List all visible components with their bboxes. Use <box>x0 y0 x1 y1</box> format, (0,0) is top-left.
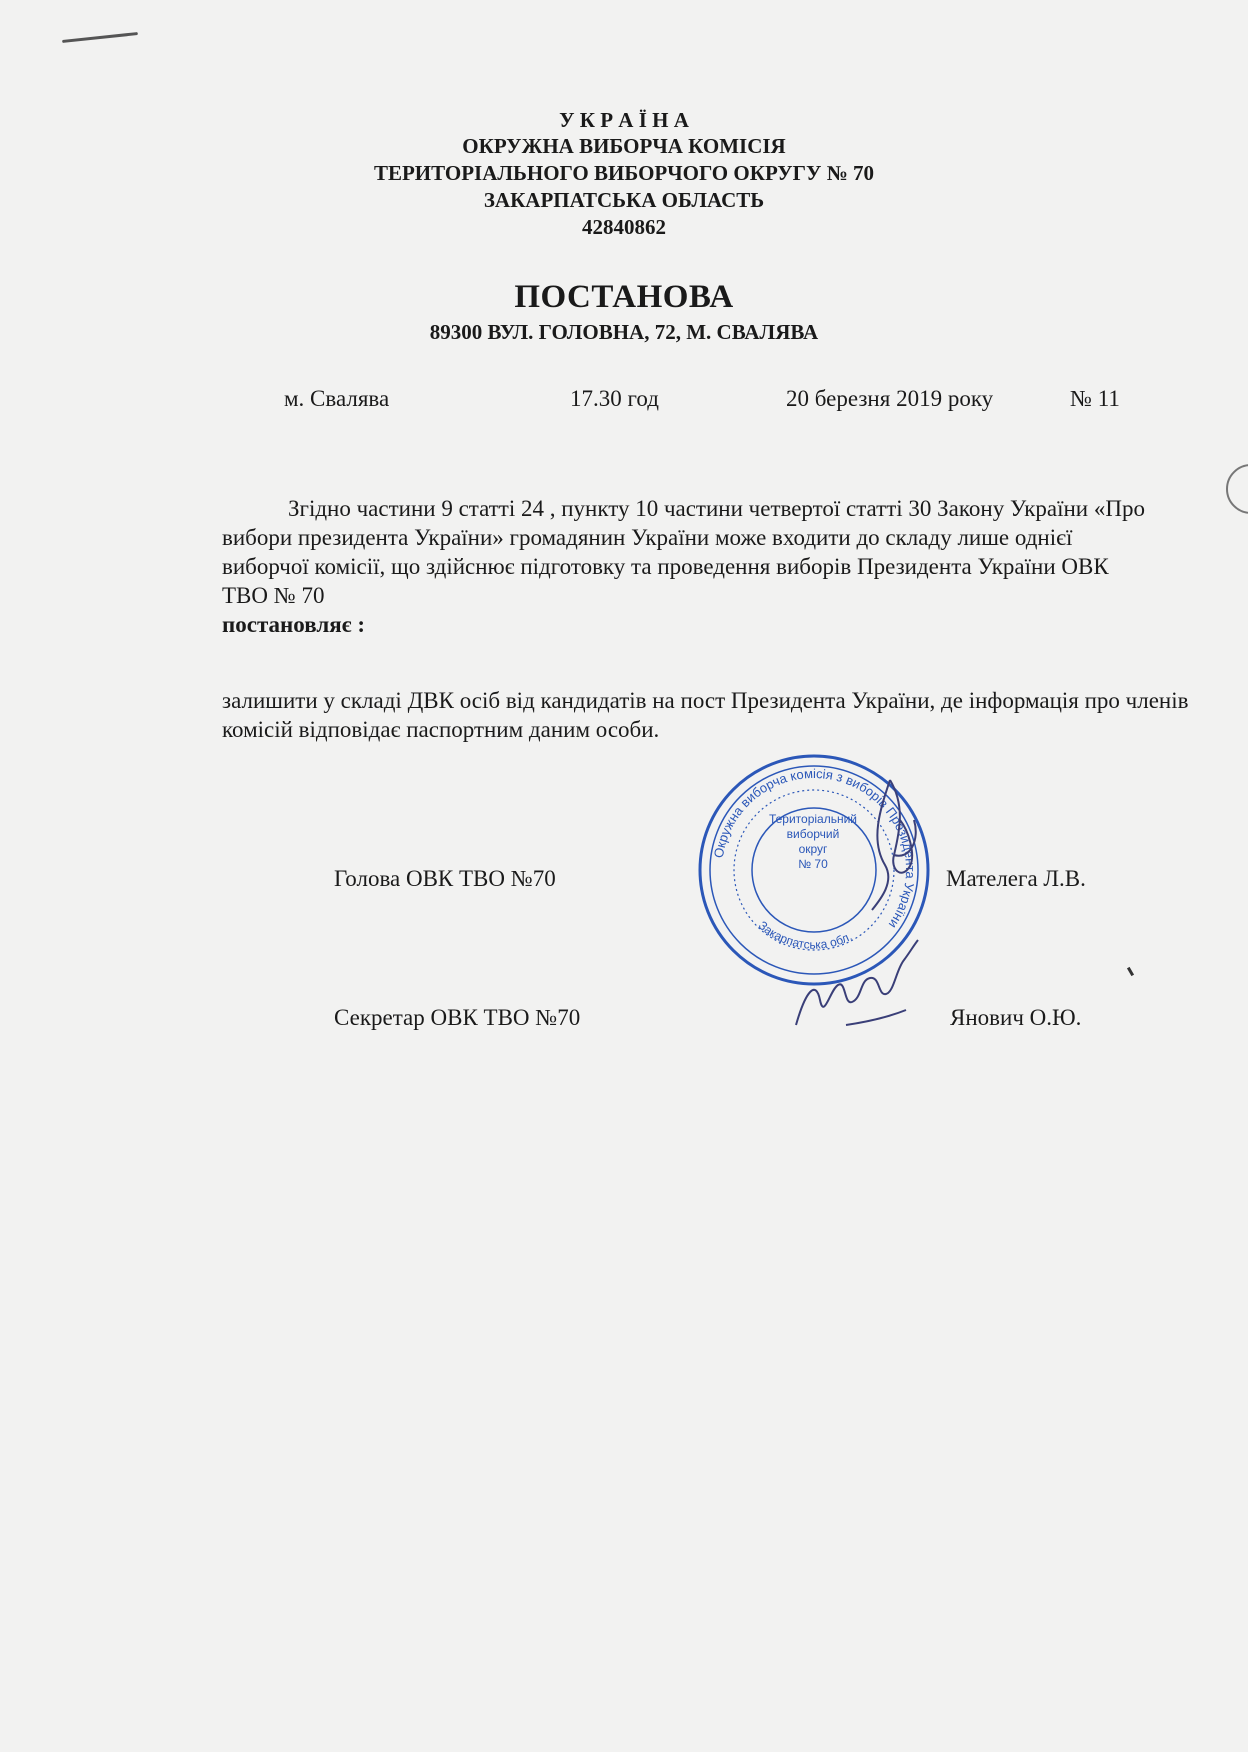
head-label: Голова ОВК ТВО №70 <box>334 866 556 891</box>
secretary-label: Секретар ОВК ТВО №70 <box>334 1005 581 1030</box>
meta-time: 17.30 год <box>570 386 659 411</box>
document-title: ПОСТАНОВА <box>514 279 734 315</box>
secretary-signature <box>786 930 936 1040</box>
secretary-name: Янович О.Ю. <box>950 1005 1082 1030</box>
stamp-bottom-text: Закарпатська обл. <box>755 918 855 952</box>
body-section <box>222 494 1152 639</box>
head-name: Мателега Л.В. <box>946 866 1086 891</box>
stamp-inner-line4: № 70 <box>798 857 828 871</box>
meta-date: 20 березня 2019 року <box>786 386 994 411</box>
scan-artifact-tick <box>1127 967 1134 976</box>
header-commission: ОКРУЖНА ВИБОРЧА КОМІСІЯ <box>462 134 786 158</box>
scan-artifact-mark <box>62 32 138 43</box>
body-decision: залишити у складі ДВК осіб від кандидатів на пост Президента України, де інформація про членів комісій відповідає паспортним даним особи. <box>222 688 1189 742</box>
scan-artifact-edge <box>1226 464 1248 514</box>
stamp-inner-line2: виборчий <box>786 827 840 841</box>
meta-place: м. Свалява <box>284 386 390 411</box>
document-address: 89300 ВУЛ. ГОЛОВНА, 72, М. СВАЛЯВА <box>429 320 819 344</box>
header-region: ЗАКАРПАТСЬКА ОБЛАСТЬ <box>483 188 765 212</box>
header-district: ТЕРИТОРІАЛЬНОГО ВИБОРЧОГО ОКРУГУ № 70 <box>373 161 875 185</box>
meta-number: № 11 <box>1070 386 1120 411</box>
header-country: У К Р А Ї Н А <box>559 108 689 132</box>
stamp-inner-line1: Територіальний <box>768 812 858 826</box>
header-code: 42840862 <box>582 215 666 239</box>
stamp-inner-line3: округ <box>798 842 828 856</box>
body-resolves: постановляє : <box>222 612 366 637</box>
body-paragraph: Згідно частини 9 статті 24 , пункту 10 частини четвертої статті 30 Закону України «Про вибори президента України» громадянин України може входити до складу лише однієї виборчої комісії, що здійснює підготовку та проведення виборів Президента України ОВК ТВО № 70 <box>222 496 1145 608</box>
stamp-ring-text: Окружна виборча комісія з виборів Президента України <box>710 765 919 932</box>
head-signature <box>850 770 940 920</box>
decision-section <box>222 686 1212 744</box>
